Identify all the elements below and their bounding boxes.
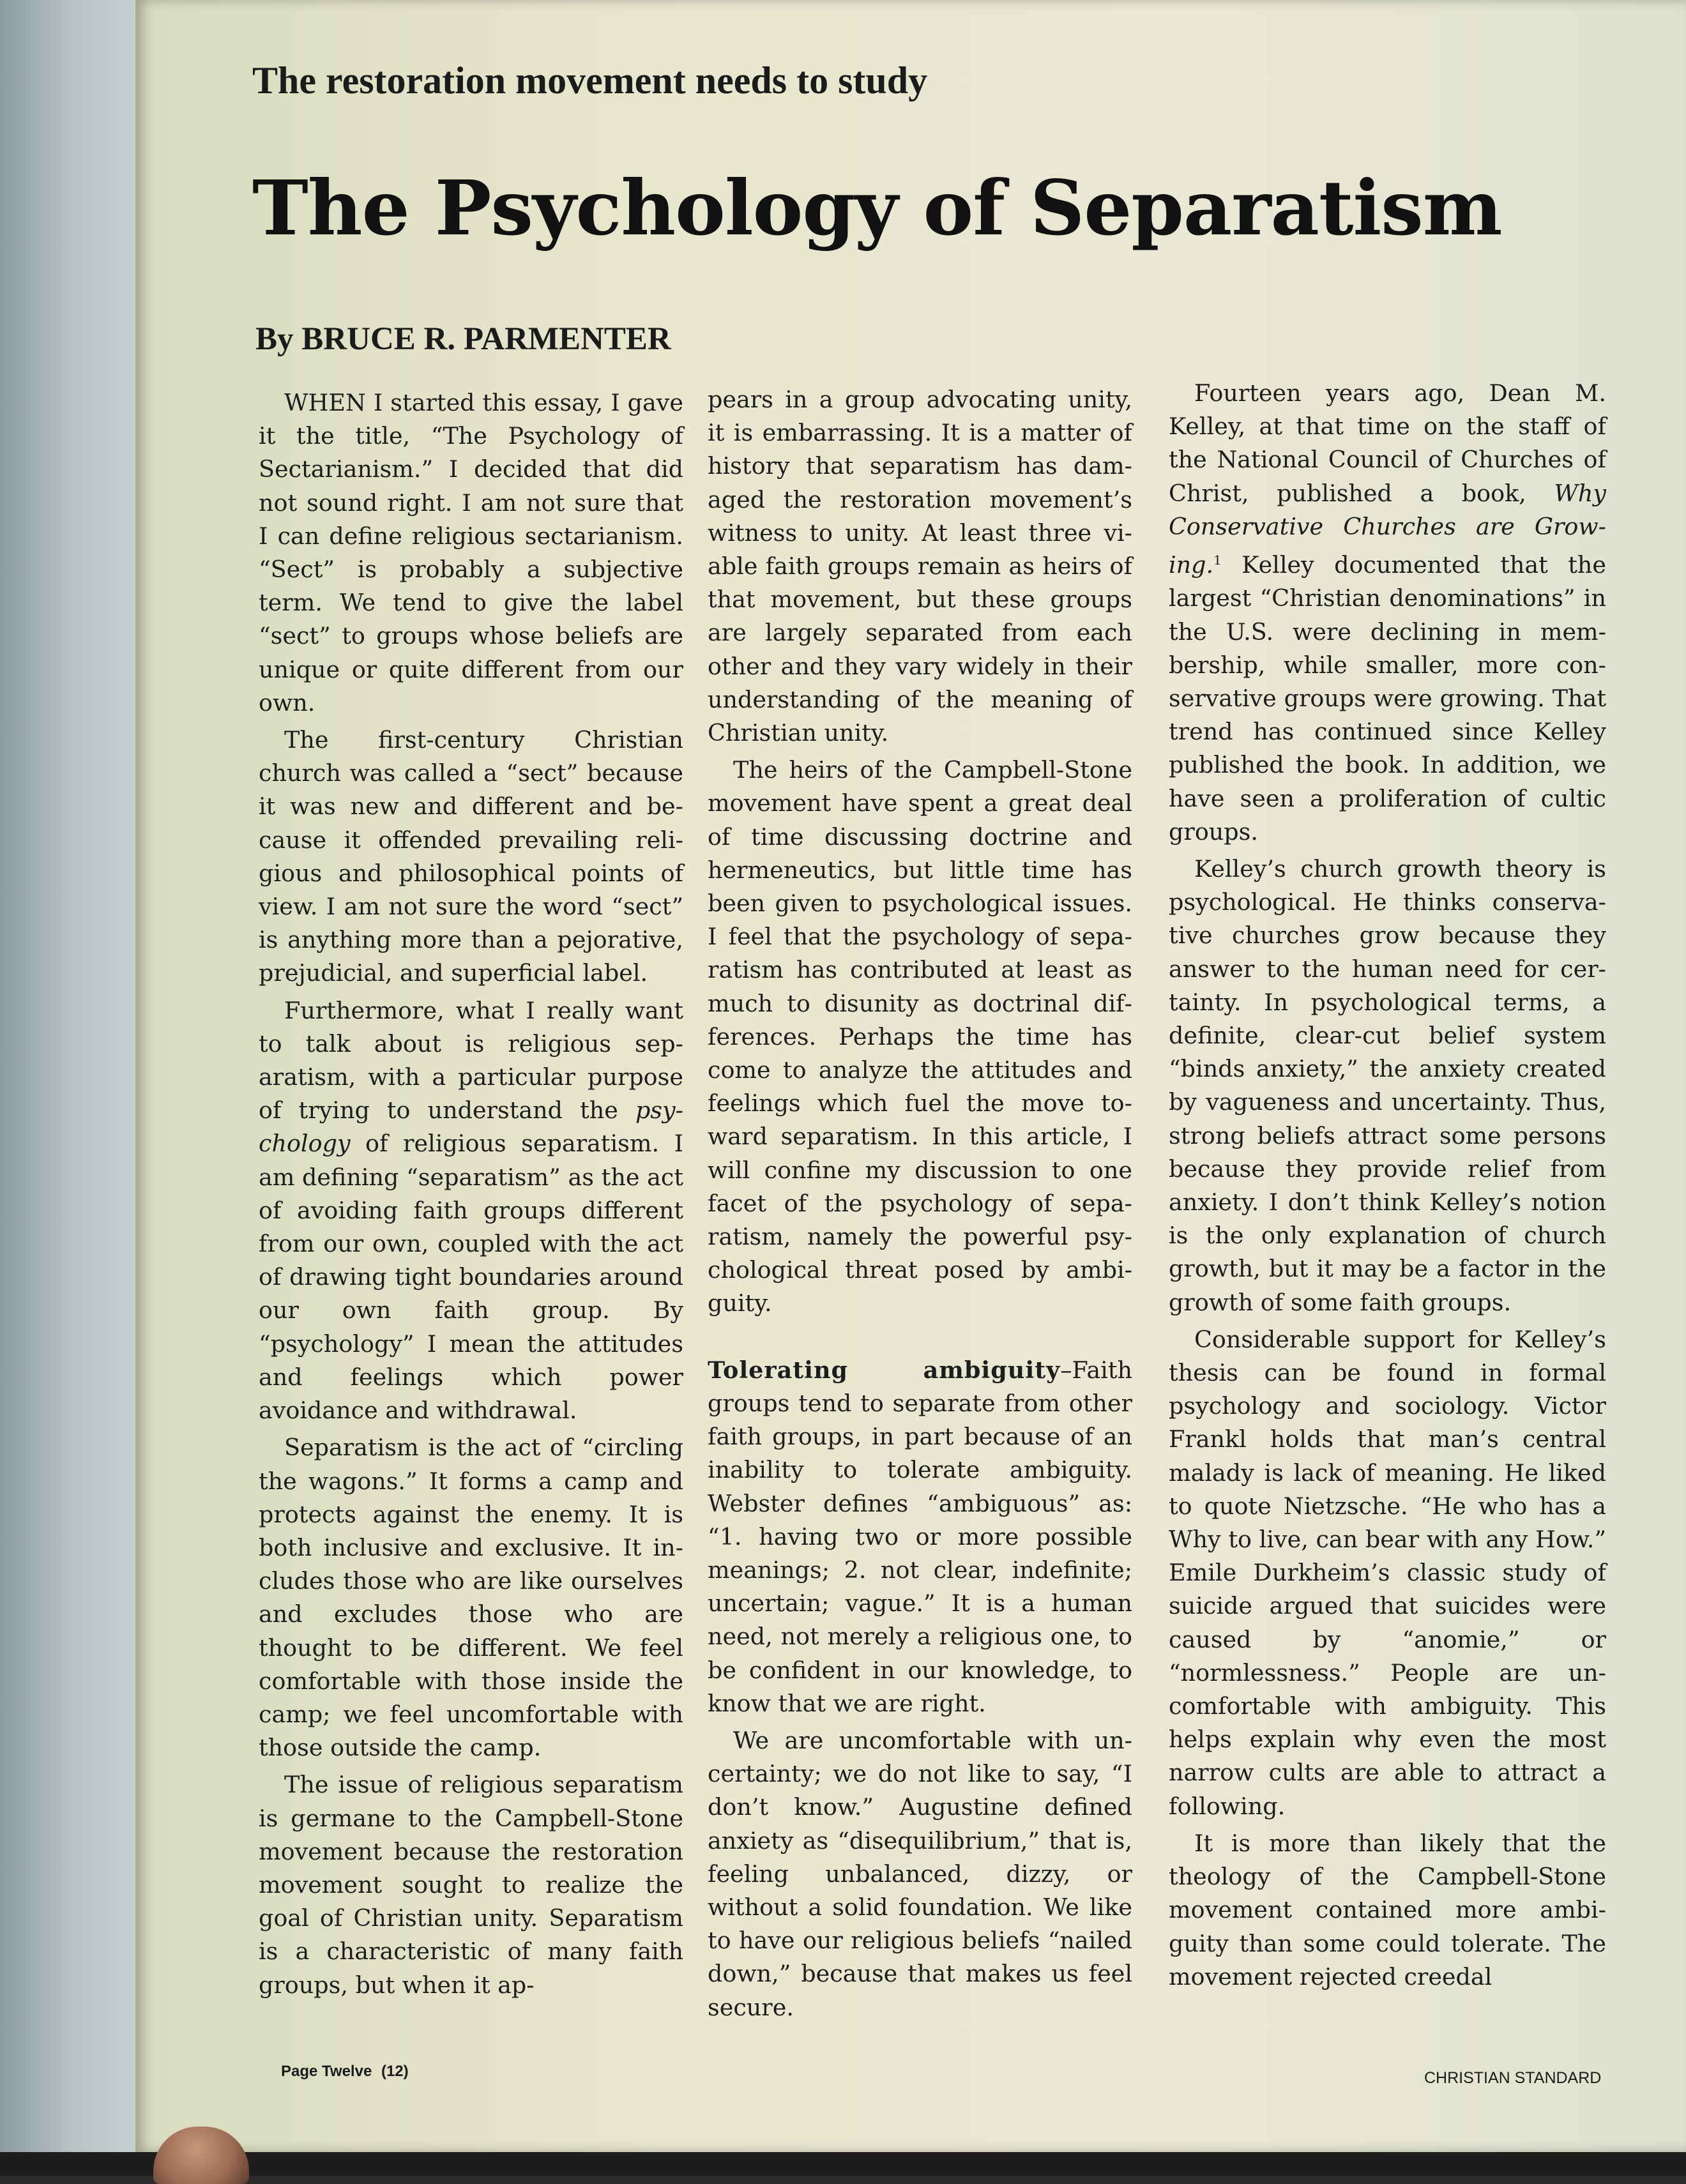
page-number: (12) (381, 2063, 409, 2080)
article-byline: By BRUCE R. PARMENTER (255, 321, 671, 357)
paragraph: We are uncomfortable with uncertainty; we do not like to say, “I don’t know.” Augustine defined anxiety as “disequilibrium,” that is, feeling unbalanced, dizzy, or without a solid foundation. We like to have our religious beliefs “nailed down,” because that makes us feel secure. (708, 1726, 1132, 2021)
paragraph: The issue of religious separatism is germane to the Campbell-Stone movement because the restoration movement sought to realize the goal of Christian unity. Separatism is a characteristic of many faith groups, but when it ap- (259, 1771, 683, 1999)
paragraph: Considerable support for Kelley’s thesis can be found in formal psychology and sociology. Victor Frankl holds that man’s central malady is lack of meaning. He liked to quote Nietzsche. “He who has a Why to live, can bear with any How.” Emile Durkheim’s classic study of suicide argued that suicides were caused by “anomie,” or “normlessness.” People are uncomfortable with ambiguity. This helps explain why even the most narrow cults are able to attract a following. (1169, 1325, 1606, 1820)
page-gutter (0, 0, 135, 2176)
page-label: Page Twelve (281, 2063, 372, 2080)
paragraph: WHEN I started this essay, I gave it the title, “The Psychology of Sectarianism.” I decided that did not sound right. I am not sure that I can define religious sectarianism. “Sect” is probably a subjective term. We tend to give the label “sect” to groups whose beliefs are unique or quite different from our own. (259, 389, 683, 717)
paragraph: The heirs of the Campbell-Stone movement have spent a great deal of time discussing doctrine and hermeneutics, but little time has been given to psychological issues. I feel that the psychology of separatism has contributed at least as much to disunity as doctrinal differences. Perhaps the time has come to analyze the attitudes and feelings which fuel the move toward separatism. In this article, I will confine my discussion to one facet of the psychology of separatism, namely the powerful psychological threat posed by ambiguity. (708, 756, 1132, 1317)
paragraph: It is more than likely that the theology of the Campbell-Stone movement contained more ambiguity than some could tolerate. The movement rejected creedal (1169, 1829, 1606, 1991)
paragraph: Furthermore, what I really want to talk about is religious separatism, with a particular purpose of trying to understand the psychology of religious separatism. I am defining “separatism” as the act of avoiding faith groups different from our own, coupled with the act of drawing tight boundaries around our own faith group. By “psychology” I mean the attitudes and feelings which power avoidance and withdrawal. (259, 996, 683, 1425)
page-folio (281, 2063, 409, 2081)
article-kicker: The restoration movement needs to study (252, 59, 928, 102)
paragraph: Separatism is the act of “circling the wagons.” It forms a camp and protects against the enemy. It is both inclusive and exclusive. It includes those who are like ourselves and excludes those who are thought to be different. We feel comfortable with those inside the camp; we feel uncomfortable with those outside the camp. (259, 1434, 683, 1762)
paragraph: Kelley’s church growth theory is psychological. He thinks conservative churches grow because they answer to the human need for certainty. In psychological terms, a definite, clear-cut belief system “binds anxiety,” the anxiety created by vagueness and uncertainty. Thus, strong beliefs attract some persons because they provide relief from anxiety. I don’t think Kelley’s notion is the only explanation of church growth, but it may be a factor in the growth of some faith groups. (1169, 855, 1606, 1316)
article-title: The Psychology of Separatism (252, 163, 1502, 252)
paragraph: Tolerating ambiguity–Faith groups tend to separate from other faith groups, in part because of an inability to tolerate ambiguity. Webster defines “ambiguous” as: “1. having two or more possible meanings; 2. not clear, indefinite; uncertain; vague.” It is a human need, not merely a religious one, to be confident in our knowledge, to know that we are right. (708, 1356, 1132, 1717)
footnote-marker: 1 (1213, 552, 1222, 568)
section-subhead: Tolerating ambiguity (708, 1356, 1061, 1384)
book-title: Why Conservative Churches are Growing. (1169, 479, 1606, 579)
paragraph: pears in a group advocating unity, it is embarrassing. It is a matter of history that separatism has damaged the restoration movement’s witness to unity. At least three viable faith groups remain as heirs of that movement, but these groups are largely separated from each other and they vary widely in their understanding of the meaning of Christian unity. (708, 386, 1132, 747)
text-column-1 (259, 386, 683, 2006)
text-column-3 (1169, 377, 1606, 1998)
paragraph: Fourteen years ago, Dean M. Kelley, at that time on the staff of the National Council of Churches of Christ, published a book, Why Conservative Churches are Growing.$^1$ Kelley documented that the largest “Christian denominations” in the U.S. were declining in membership, while smaller, more conservative groups were growing. That trend has continued since Kelley published the book. In addition, we have seen a proliferation of cultic groups. (1169, 379, 1606, 846)
bottom-edge (0, 2152, 1686, 2176)
paragraph: The first-century Christian church was called a “sect” because it was new and different and because it offended prevailing religious and philosophical points of view. I am not sure the word “sect” is anything more than a pejorative, prejudicial, and superficial label. (259, 726, 683, 987)
publication-name: CHRISTIAN STANDARD (1424, 2069, 1602, 2087)
text-column-2 (708, 383, 1132, 2028)
emphasis: psychology (259, 1096, 683, 1158)
